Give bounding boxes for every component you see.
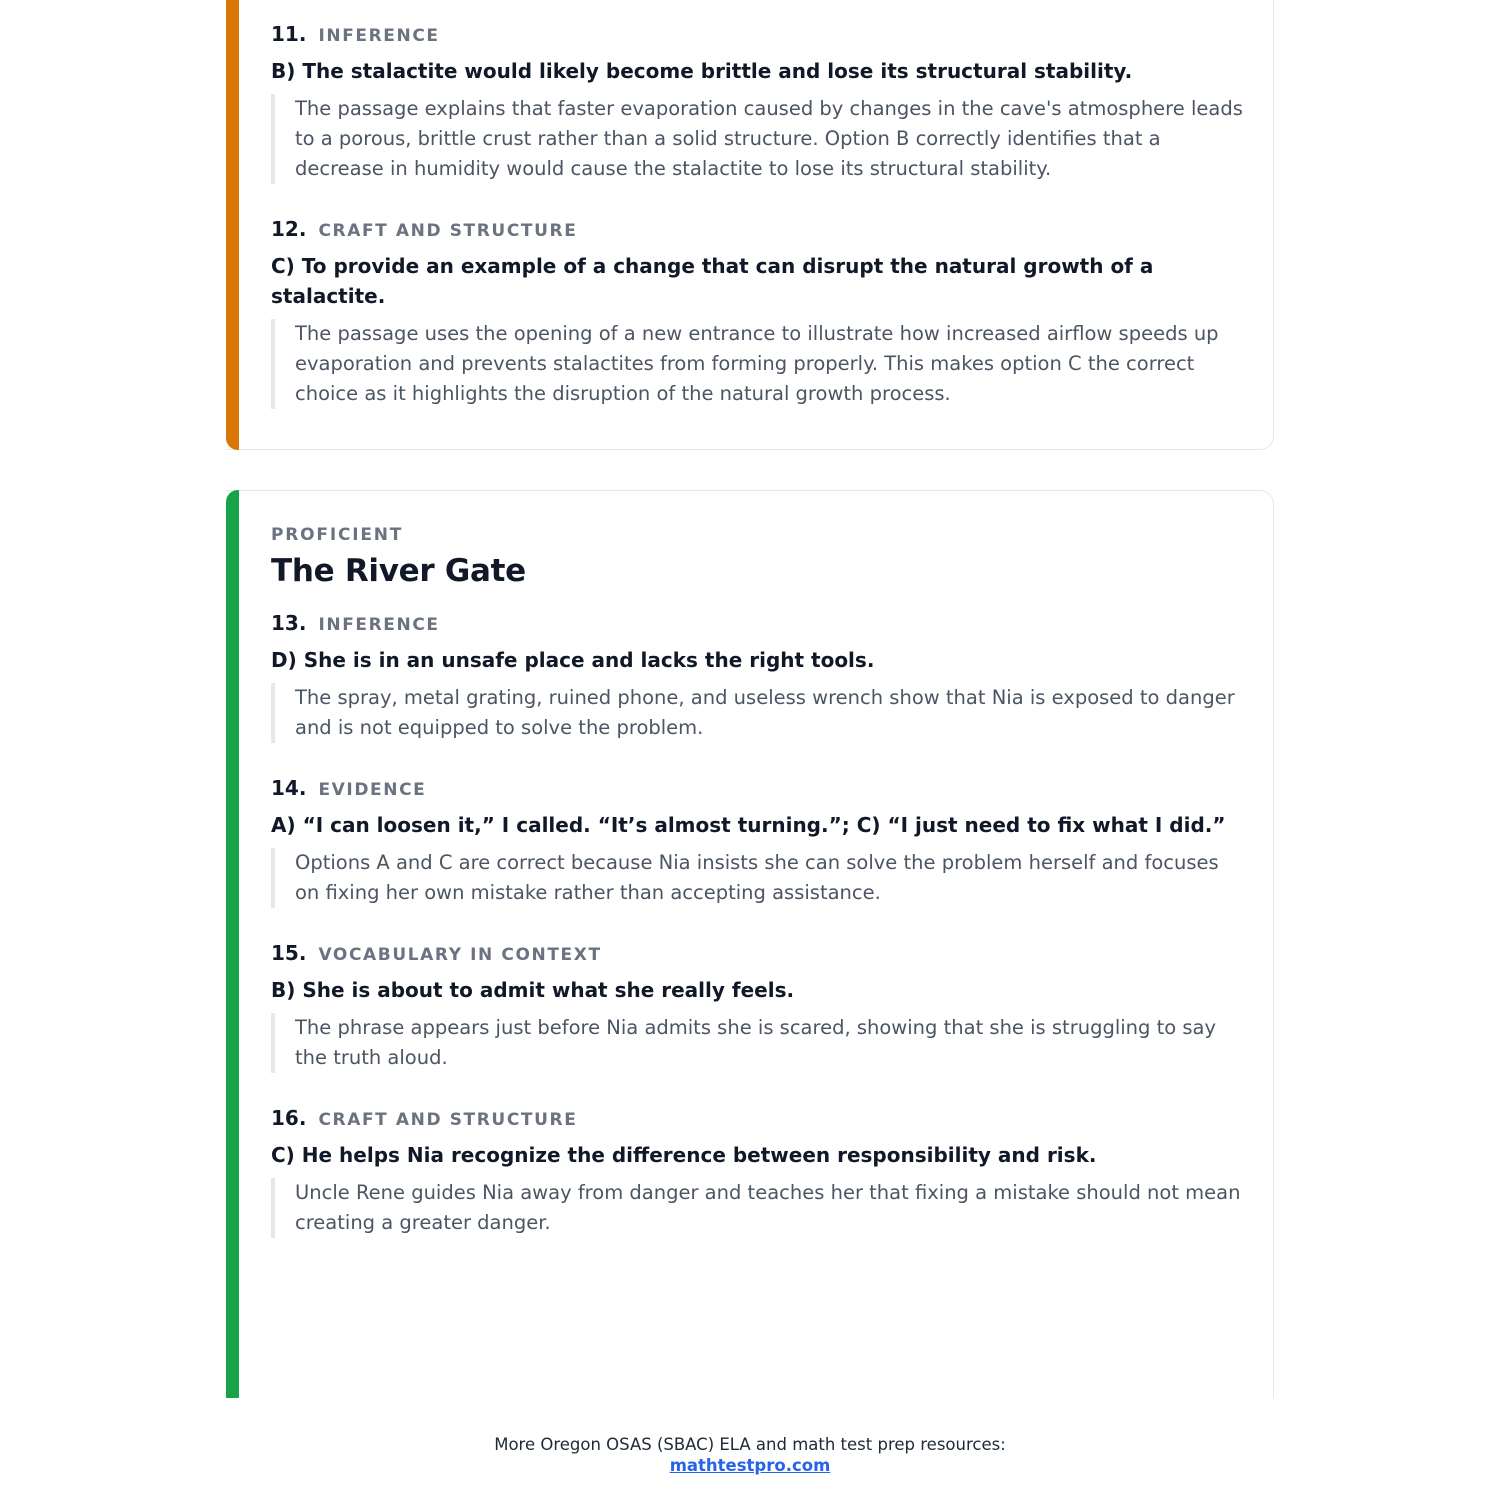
answer-card-river-gate bbox=[226, 490, 1274, 1398]
question-number: 16. bbox=[271, 1106, 307, 1130]
footer bbox=[0, 1434, 1500, 1476]
question-answer: D) She is in an unsafe place and lacks the right tools. bbox=[271, 648, 875, 672]
question-item bbox=[271, 22, 1243, 184]
question-skill: INFERENCE bbox=[318, 26, 440, 46]
question-header bbox=[271, 611, 1243, 635]
card-content bbox=[271, 22, 1243, 442]
passage-level: PROFICIENT bbox=[271, 525, 404, 545]
card-accent-bar-orange bbox=[226, 0, 239, 450]
passage-title: The River Gate bbox=[271, 553, 526, 589]
answer-card-previous-passage bbox=[226, 0, 1274, 450]
question-skill: INFERENCE bbox=[318, 615, 440, 635]
question-skill: VOCABULARY IN CONTEXT bbox=[318, 945, 602, 965]
question-item bbox=[271, 1106, 1243, 1238]
question-header bbox=[271, 941, 1243, 965]
question-answer: A) “I can loosen it,” I called. “It’s almost turning.”; C) “I just need to fix what I did.” bbox=[271, 813, 1226, 837]
card-content bbox=[271, 525, 1243, 1271]
question-item bbox=[271, 217, 1243, 409]
question-item bbox=[271, 941, 1243, 1073]
question-answer: B) She is about to admit what she really feels. bbox=[271, 978, 795, 1002]
question-item bbox=[271, 776, 1243, 908]
question-answer: C) To provide an example of a change that can disrupt the natural growth of a stalactite. bbox=[271, 254, 1154, 308]
footer-text: More Oregon OSAS (SBAC) ELA and math test prep resources: bbox=[494, 1435, 1006, 1454]
question-number: 11. bbox=[271, 22, 307, 46]
footer-link[interactable]: mathtestpro.com bbox=[669, 1456, 831, 1475]
question-header bbox=[271, 217, 1243, 241]
question-answer: C) He helps Nia recognize the difference between responsibility and risk. bbox=[271, 1143, 1097, 1167]
card-accent-bar-green bbox=[226, 490, 239, 1398]
question-answer: B) The stalactite would likely become brittle and lose its structural stability. bbox=[271, 59, 1133, 83]
question-explanation: Options A and C are correct because Nia insists she can solve the problem herself and focuses on fixing her own mistake rather than accepting assistance. bbox=[271, 848, 1243, 908]
question-skill: CRAFT AND STRUCTURE bbox=[318, 221, 578, 241]
question-item bbox=[271, 611, 1243, 743]
question-number: 12. bbox=[271, 217, 307, 241]
question-explanation: Uncle Rene guides Nia away from danger and teaches her that fixing a mistake should not mean creating a greater danger. bbox=[271, 1178, 1243, 1238]
question-explanation: The phrase appears just before Nia admits she is scared, showing that she is struggling to say the truth aloud. bbox=[271, 1013, 1243, 1073]
question-header bbox=[271, 22, 1243, 46]
question-number: 15. bbox=[271, 941, 307, 965]
question-explanation: The passage uses the opening of a new entrance to illustrate how increased airflow speeds up evaporation and prevents stalactites from forming properly. This makes option C the correct choice as it highlights the disruption of the natural growth process. bbox=[271, 319, 1243, 409]
question-explanation: The passage explains that faster evaporation caused by changes in the cave's atmosphere leads to a porous, brittle crust rather than a solid structure. Option B correctly identifies that a decrease in humidity would cause the stalactite to lose its structural stability. bbox=[271, 94, 1243, 184]
question-header bbox=[271, 776, 1243, 800]
question-number: 14. bbox=[271, 776, 307, 800]
question-header bbox=[271, 1106, 1243, 1130]
question-skill: EVIDENCE bbox=[318, 780, 427, 800]
question-number: 13. bbox=[271, 611, 307, 635]
question-explanation: The spray, metal grating, ruined phone, and useless wrench show that Nia is exposed to danger and is not equipped to solve the problem. bbox=[271, 683, 1243, 743]
question-skill: CRAFT AND STRUCTURE bbox=[318, 1110, 578, 1130]
